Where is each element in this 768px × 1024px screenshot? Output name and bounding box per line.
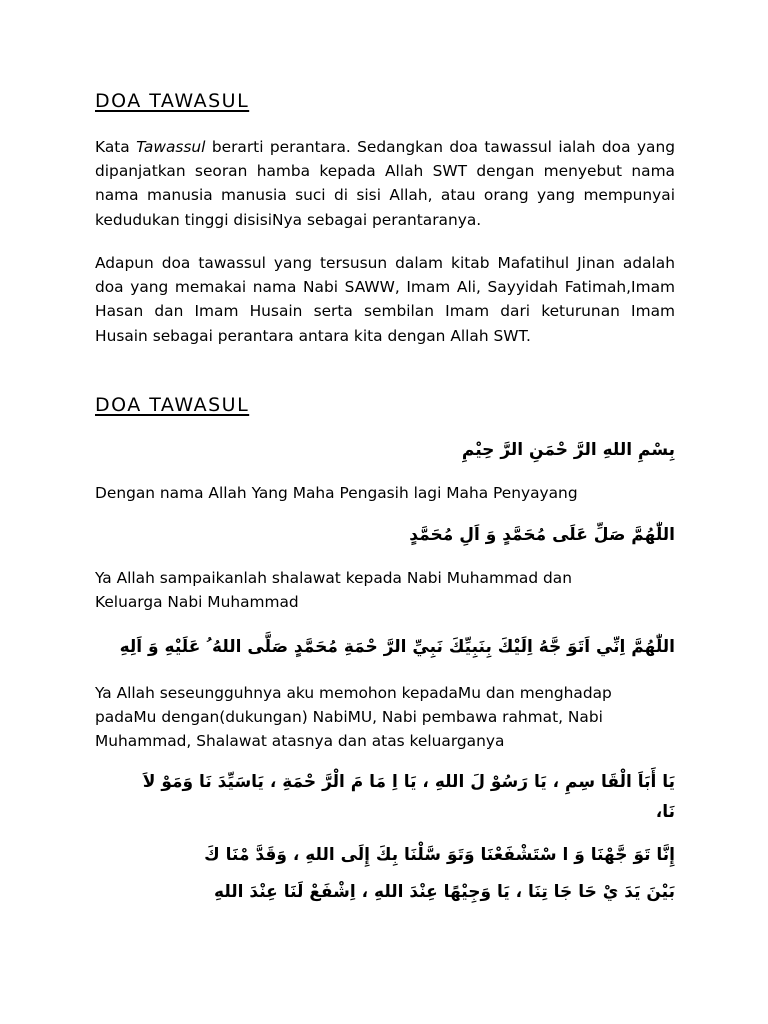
arabic-ya-abal-qasim-line-2: نَا،: [655, 802, 675, 822]
intro-rest: berarti perantara. Sedangkan doa tawassul ialah doa yang dipanjatkan seoran hamba kepada Allah SWT dengan menyebut nama nama manusia manusia suci di sisi Allah, atau orang yang mempunyai kedudukan tinggi disisiNya sebagai perantaranya.: [95, 138, 675, 229]
arabic-tawajjuh-text: اللّٰهُمَّ اِنِّي اَتَوَ جَّهُ اِلَيْكَ بِنَبِيِّكَ نَبِيِّ الرَّ حْمَةِ مُحَمَّدٍ صَلَّى اللهُ ُ عَلَيْهِ وَ اَلِهِ: [119, 637, 675, 657]
intro-first-word: Kata: [95, 138, 130, 156]
arabic-basmalah-text: بِسْمِ اللهِ الرَّ حْمَنِ الرَّ حِيْمِ: [461, 440, 675, 460]
translation-tawajjuh-line-3: Muhammad, Shalawat atasnya dan atas keluarganya: [95, 732, 505, 750]
arabic-shalawat: [95, 520, 675, 550]
intro-paragraph: [95, 135, 675, 232]
intro-term-tawassul: Tawassul: [136, 138, 206, 156]
heading-doa-tawasul: DOA TAWASUL: [95, 90, 250, 112]
arabic-shalawat-text: اللّٰهُمَّ صَلِّ عَلَى مُحَمَّدٍ وَ اَلِ مُحَمَّدٍ: [409, 525, 675, 545]
arabic-innaa-tawajjahnaa: [95, 840, 675, 870]
translation-shalawat-line-1: Ya Allah sampaikanlah shalawat kepada Nabi Muhammad dan: [95, 569, 572, 587]
translation-shalawat-line-2: Keluarga Nabi Muhammad: [95, 593, 299, 611]
arabic-ya-abal-qasim-line-1: يَا أَبَاَ الْقَا سِمِ ، يَا رَسُوْ لَ اللهِ ، يَا اِ مَا مَ الْرَّ حْمَةِ ، يَاسَيِّدَ نَا وَمَوْ لاَ: [142, 772, 675, 792]
heading-doa-tawasul-2: DOA TAWASUL: [95, 394, 250, 416]
translation-basmalah: Dengan nama Allah Yang Maha Pengasih lagi Maha Penyayang: [95, 484, 578, 502]
translation-tawajjuh-line-2: padaMu dengan(dukungan) NabiMU, Nabi pembawa rahmat, Nabi: [95, 708, 603, 726]
arabic-tawajjuh: [95, 632, 675, 662]
arabic-baina-yaday: [95, 877, 675, 907]
document-page: [95, 0, 675, 1024]
translation-tawajjuh-line-1: Ya Allah seseungguhnya aku memohon kepadaMu dan menghadap: [95, 684, 612, 702]
arabic-ya-abal-qasim: [95, 767, 675, 827]
arabic-baina-yaday-text: بَيْنَ يَدَ يْ حَا جَا تِنَا ، يَا وَجِيْهًا عِنْدَ اللهِ ، اِشْفَعْ لَنَا عِنْدَ اللهِ: [214, 882, 675, 902]
paragraph-mafatihul-jinan: Adapun doa tawassul yang tersusun dalam kitab Mafatihul Jinan adalah doa yang memakai nama Nabi SAWW, Imam Ali, Sayyidah Fatimah,Imam Hasan dan Imam Husain serta sembilan Imam dari keturunan Imam Husain sebagai perantara antara kita dengan Allah SWT.: [95, 254, 675, 345]
arabic-basmalah: [95, 435, 675, 465]
arabic-innaa-tawajjahnaa-text: إِنَّا تَوَ جَّهْنَا وَ ا سْتَشْفَعْنَا وَتَوَ سَّلْنَا بِكَ إِلَى اللهِ ، وَقَدَّ مْنَا كَ: [204, 845, 675, 865]
